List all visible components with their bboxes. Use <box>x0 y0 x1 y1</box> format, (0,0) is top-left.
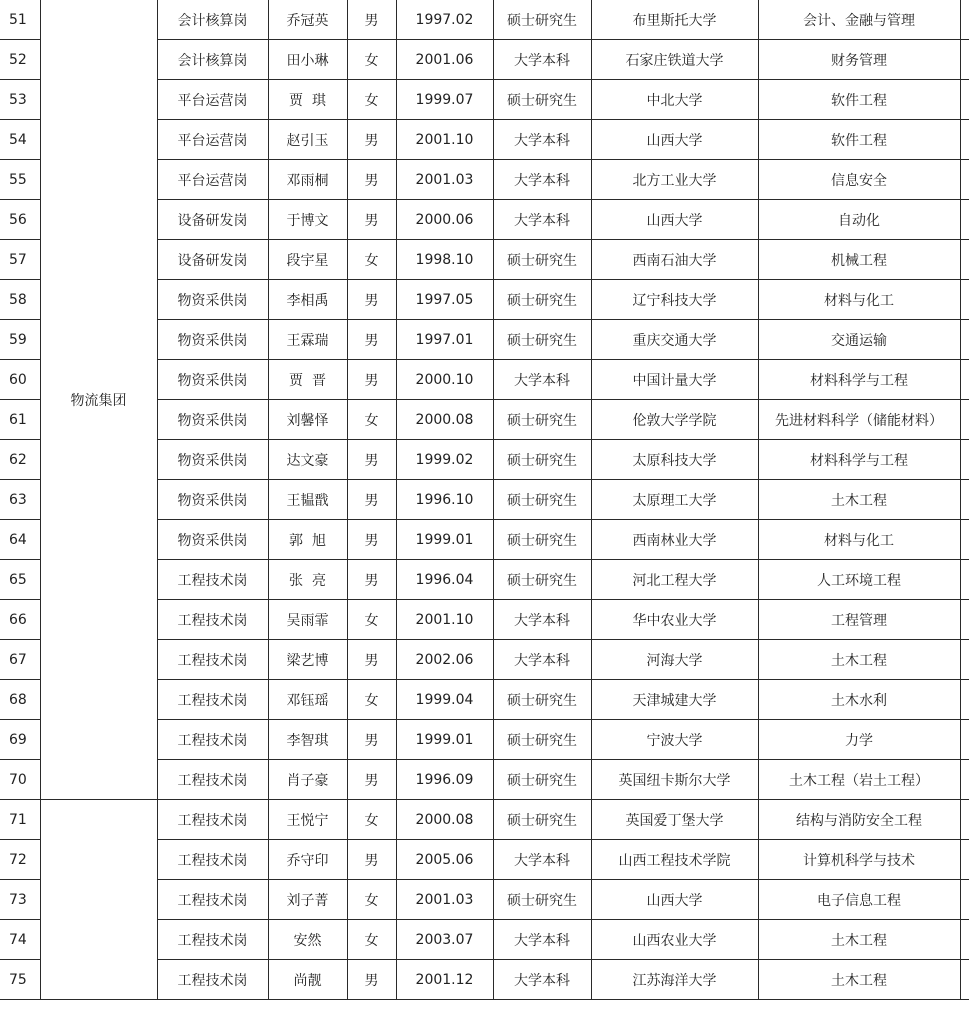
school-cell: 西南林业大学 <box>591 520 758 560</box>
birth-date-cell: 1999.04 <box>396 680 493 720</box>
birth-date-cell: 1996.09 <box>396 760 493 800</box>
school-cell: 天津城建大学 <box>591 680 758 720</box>
name-cell: 段宇星 <box>268 240 347 280</box>
major-cell: 材料与化工 <box>758 520 960 560</box>
post-cell: 设备研发岗 <box>157 240 268 280</box>
post-cell: 物资采供岗 <box>157 440 268 480</box>
birth-date-cell: 2000.06 <box>396 200 493 240</box>
education-cell: 大学本科 <box>493 200 591 240</box>
major-cell: 土木工程 <box>758 960 960 1000</box>
row-number-cell: 75 <box>0 960 40 1000</box>
row-number-cell: 61 <box>0 400 40 440</box>
school-cell: 宁波大学 <box>591 720 758 760</box>
row-number-cell: 63 <box>0 480 40 520</box>
sex-cell: 男 <box>347 440 396 480</box>
birth-date-cell: 1999.01 <box>396 520 493 560</box>
post-cell: 会计核算岗 <box>157 0 268 40</box>
sex-cell: 女 <box>347 240 396 280</box>
next-column-edge <box>960 800 969 840</box>
birth-date-cell: 1997.01 <box>396 320 493 360</box>
row-number-cell: 72 <box>0 840 40 880</box>
next-column-edge <box>960 640 969 680</box>
education-cell: 大学本科 <box>493 360 591 400</box>
name-cell: 王韫戬 <box>268 480 347 520</box>
row-number-cell: 55 <box>0 160 40 200</box>
school-cell: 英国爱丁堡大学 <box>591 800 758 840</box>
name-cell: 乔冠英 <box>268 0 347 40</box>
school-cell: 英国纽卡斯尔大学 <box>591 760 758 800</box>
next-column-edge <box>960 920 969 960</box>
birth-date-cell: 2001.12 <box>396 960 493 1000</box>
education-cell: 硕士研究生 <box>493 320 591 360</box>
school-cell: 中北大学 <box>591 80 758 120</box>
major-cell: 材料与化工 <box>758 280 960 320</box>
row-number-cell: 74 <box>0 920 40 960</box>
next-column-edge <box>960 320 969 360</box>
row-number-cell: 62 <box>0 440 40 480</box>
post-cell: 工程技术岗 <box>157 760 268 800</box>
birth-date-cell: 1997.02 <box>396 0 493 40</box>
school-cell: 太原理工大学 <box>591 480 758 520</box>
birth-date-cell: 2000.08 <box>396 400 493 440</box>
post-cell: 工程技术岗 <box>157 720 268 760</box>
name-cell: 肖子豪 <box>268 760 347 800</box>
post-cell: 物资采供岗 <box>157 360 268 400</box>
next-column-edge <box>960 680 969 720</box>
education-cell: 硕士研究生 <box>493 880 591 920</box>
next-column-edge <box>960 440 969 480</box>
name-cell: 李相禹 <box>268 280 347 320</box>
birth-date-cell: 1997.05 <box>396 280 493 320</box>
education-cell: 大学本科 <box>493 640 591 680</box>
school-cell: 山西工程技术学院 <box>591 840 758 880</box>
row-number-cell: 70 <box>0 760 40 800</box>
name-cell: 刘子菁 <box>268 880 347 920</box>
post-cell: 工程技术岗 <box>157 840 268 880</box>
education-cell: 大学本科 <box>493 120 591 160</box>
sex-cell: 男 <box>347 840 396 880</box>
education-cell: 硕士研究生 <box>493 240 591 280</box>
major-cell: 土木工程 <box>758 480 960 520</box>
row-number-cell: 53 <box>0 80 40 120</box>
name-cell: 刘馨怿 <box>268 400 347 440</box>
row-number-cell: 57 <box>0 240 40 280</box>
row-number-cell: 51 <box>0 0 40 40</box>
unit-group-cell <box>40 800 157 1000</box>
school-cell: 重庆交通大学 <box>591 320 758 360</box>
education-cell: 大学本科 <box>493 40 591 80</box>
education-cell: 大学本科 <box>493 840 591 880</box>
education-cell: 硕士研究生 <box>493 400 591 440</box>
education-cell: 硕士研究生 <box>493 720 591 760</box>
post-cell: 物资采供岗 <box>157 400 268 440</box>
major-cell: 交通运输 <box>758 320 960 360</box>
name-cell: 于博文 <box>268 200 347 240</box>
school-cell: 布里斯托大学 <box>591 0 758 40</box>
sex-cell: 男 <box>347 120 396 160</box>
post-cell: 工程技术岗 <box>157 560 268 600</box>
education-cell: 硕士研究生 <box>493 80 591 120</box>
name-cell: 邓钰瑶 <box>268 680 347 720</box>
major-cell: 材料科学与工程 <box>758 440 960 480</box>
next-column-edge <box>960 520 969 560</box>
unit-group-cell: 物流集团 <box>40 0 157 800</box>
major-cell: 力学 <box>758 720 960 760</box>
birth-date-cell: 1999.02 <box>396 440 493 480</box>
school-cell: 中国计量大学 <box>591 360 758 400</box>
row-number-cell: 54 <box>0 120 40 160</box>
sex-cell: 男 <box>347 960 396 1000</box>
next-column-edge <box>960 720 969 760</box>
sex-cell: 男 <box>347 520 396 560</box>
name-cell: 邓雨桐 <box>268 160 347 200</box>
next-column-edge <box>960 280 969 320</box>
name-cell: 吴雨霏 <box>268 600 347 640</box>
sex-cell: 女 <box>347 80 396 120</box>
post-cell: 工程技术岗 <box>157 920 268 960</box>
name-cell: 王霖瑞 <box>268 320 347 360</box>
sex-cell: 男 <box>347 560 396 600</box>
sex-cell: 女 <box>347 880 396 920</box>
birth-date-cell: 2001.03 <box>396 160 493 200</box>
row-number-cell: 73 <box>0 880 40 920</box>
birth-date-cell: 1996.10 <box>396 480 493 520</box>
sex-cell: 男 <box>347 360 396 400</box>
next-column-edge <box>960 240 969 280</box>
school-cell: 江苏海洋大学 <box>591 960 758 1000</box>
education-cell: 硕士研究生 <box>493 280 591 320</box>
next-column-edge <box>960 480 969 520</box>
sex-cell: 女 <box>347 920 396 960</box>
school-cell: 山西大学 <box>591 120 758 160</box>
post-cell: 平台运营岗 <box>157 80 268 120</box>
post-cell: 物资采供岗 <box>157 280 268 320</box>
education-cell: 硕士研究生 <box>493 800 591 840</box>
sex-cell: 男 <box>347 200 396 240</box>
birth-date-cell: 2001.06 <box>396 40 493 80</box>
birth-date-cell: 1999.01 <box>396 720 493 760</box>
major-cell: 软件工程 <box>758 80 960 120</box>
birth-date-cell: 2001.10 <box>396 120 493 160</box>
major-cell: 软件工程 <box>758 120 960 160</box>
birth-date-cell: 2005.06 <box>396 840 493 880</box>
name-cell: 赵引玉 <box>268 120 347 160</box>
education-cell: 硕士研究生 <box>493 560 591 600</box>
sex-cell: 女 <box>347 600 396 640</box>
sex-cell: 女 <box>347 680 396 720</box>
education-cell: 硕士研究生 <box>493 680 591 720</box>
birth-date-cell: 2001.10 <box>396 600 493 640</box>
education-cell: 硕士研究生 <box>493 0 591 40</box>
name-cell: 乔守印 <box>268 840 347 880</box>
school-cell: 太原科技大学 <box>591 440 758 480</box>
school-cell: 山西大学 <box>591 200 758 240</box>
major-cell: 信息安全 <box>758 160 960 200</box>
school-cell: 山西大学 <box>591 880 758 920</box>
post-cell: 物资采供岗 <box>157 320 268 360</box>
row-number-cell: 71 <box>0 800 40 840</box>
sex-cell: 男 <box>347 640 396 680</box>
birth-date-cell: 1999.07 <box>396 80 493 120</box>
school-cell: 华中农业大学 <box>591 600 758 640</box>
birth-date-cell: 1998.10 <box>396 240 493 280</box>
post-cell: 会计核算岗 <box>157 40 268 80</box>
school-cell: 河海大学 <box>591 640 758 680</box>
sex-cell: 男 <box>347 280 396 320</box>
row-number-cell: 64 <box>0 520 40 560</box>
row-number-cell: 68 <box>0 680 40 720</box>
sex-cell: 男 <box>347 0 396 40</box>
birth-date-cell: 2000.08 <box>396 800 493 840</box>
major-cell: 土木工程 <box>758 920 960 960</box>
school-cell: 河北工程大学 <box>591 560 758 600</box>
next-column-edge <box>960 120 969 160</box>
major-cell: 自动化 <box>758 200 960 240</box>
school-cell: 石家庄铁道大学 <box>591 40 758 80</box>
sex-cell: 女 <box>347 40 396 80</box>
major-cell: 电子信息工程 <box>758 880 960 920</box>
education-cell: 硕士研究生 <box>493 520 591 560</box>
major-cell: 土木水利 <box>758 680 960 720</box>
next-column-edge <box>960 200 969 240</box>
education-cell: 硕士研究生 <box>493 440 591 480</box>
education-cell: 大学本科 <box>493 920 591 960</box>
sex-cell: 男 <box>347 760 396 800</box>
sex-cell: 男 <box>347 320 396 360</box>
next-column-edge <box>960 840 969 880</box>
row-number-cell: 66 <box>0 600 40 640</box>
next-column-edge <box>960 400 969 440</box>
name-cell: 安然 <box>268 920 347 960</box>
next-column-edge <box>960 960 969 1000</box>
next-column-edge <box>960 40 969 80</box>
row-number-cell: 58 <box>0 280 40 320</box>
row-number-cell: 56 <box>0 200 40 240</box>
post-cell: 平台运营岗 <box>157 120 268 160</box>
education-cell: 大学本科 <box>493 600 591 640</box>
next-column-edge <box>960 600 969 640</box>
post-cell: 工程技术岗 <box>157 600 268 640</box>
birth-date-cell: 2001.03 <box>396 880 493 920</box>
table-row <box>0 800 969 840</box>
next-column-edge <box>960 760 969 800</box>
name-cell: 尚靓 <box>268 960 347 1000</box>
birth-date-cell: 1996.04 <box>396 560 493 600</box>
post-cell: 工程技术岗 <box>157 680 268 720</box>
name-cell: 张 亮 <box>268 560 347 600</box>
school-cell: 北方工业大学 <box>591 160 758 200</box>
next-column-edge <box>960 80 969 120</box>
post-cell: 物资采供岗 <box>157 480 268 520</box>
education-cell: 大学本科 <box>493 960 591 1000</box>
row-number-cell: 69 <box>0 720 40 760</box>
post-cell: 工程技术岗 <box>157 960 268 1000</box>
table-row <box>0 0 969 40</box>
major-cell: 土木工程 <box>758 640 960 680</box>
next-column-edge <box>960 880 969 920</box>
post-cell: 设备研发岗 <box>157 200 268 240</box>
row-number-cell: 52 <box>0 40 40 80</box>
education-cell: 硕士研究生 <box>493 760 591 800</box>
name-cell: 达文豪 <box>268 440 347 480</box>
post-cell: 平台运营岗 <box>157 160 268 200</box>
next-column-edge <box>960 0 969 40</box>
major-cell: 机械工程 <box>758 240 960 280</box>
next-column-edge <box>960 360 969 400</box>
major-cell: 计算机科学与技术 <box>758 840 960 880</box>
education-cell: 硕士研究生 <box>493 480 591 520</box>
school-cell: 山西农业大学 <box>591 920 758 960</box>
sex-cell: 男 <box>347 160 396 200</box>
birth-date-cell: 2003.07 <box>396 920 493 960</box>
major-cell: 先进材料科学（储能材料） <box>758 400 960 440</box>
name-cell: 李智琪 <box>268 720 347 760</box>
post-cell: 工程技术岗 <box>157 880 268 920</box>
major-cell: 工程管理 <box>758 600 960 640</box>
row-number-cell: 65 <box>0 560 40 600</box>
sex-cell: 男 <box>347 480 396 520</box>
name-cell: 梁艺博 <box>268 640 347 680</box>
post-cell: 物资采供岗 <box>157 520 268 560</box>
school-cell: 辽宁科技大学 <box>591 280 758 320</box>
major-cell: 材料科学与工程 <box>758 360 960 400</box>
birth-date-cell: 2000.10 <box>396 360 493 400</box>
name-cell: 贾 琪 <box>268 80 347 120</box>
sex-cell: 女 <box>347 800 396 840</box>
row-number-cell: 59 <box>0 320 40 360</box>
sex-cell: 女 <box>347 400 396 440</box>
sex-cell: 男 <box>347 720 396 760</box>
name-cell: 郭 旭 <box>268 520 347 560</box>
major-cell: 会计、金融与管理 <box>758 0 960 40</box>
row-number-cell: 67 <box>0 640 40 680</box>
major-cell: 土木工程（岩土工程） <box>758 760 960 800</box>
birth-date-cell: 2002.06 <box>396 640 493 680</box>
name-cell: 贾 晋 <box>268 360 347 400</box>
major-cell: 结构与消防安全工程 <box>758 800 960 840</box>
name-cell: 王悦宁 <box>268 800 347 840</box>
post-cell: 工程技术岗 <box>157 800 268 840</box>
education-cell: 大学本科 <box>493 160 591 200</box>
name-cell: 田小琳 <box>268 40 347 80</box>
row-number-cell: 60 <box>0 360 40 400</box>
school-cell: 西南石油大学 <box>591 240 758 280</box>
next-column-edge <box>960 560 969 600</box>
major-cell: 财务管理 <box>758 40 960 80</box>
next-column-edge <box>960 160 969 200</box>
major-cell: 人工环境工程 <box>758 560 960 600</box>
school-cell: 伦敦大学学院 <box>591 400 758 440</box>
post-cell: 工程技术岗 <box>157 640 268 680</box>
